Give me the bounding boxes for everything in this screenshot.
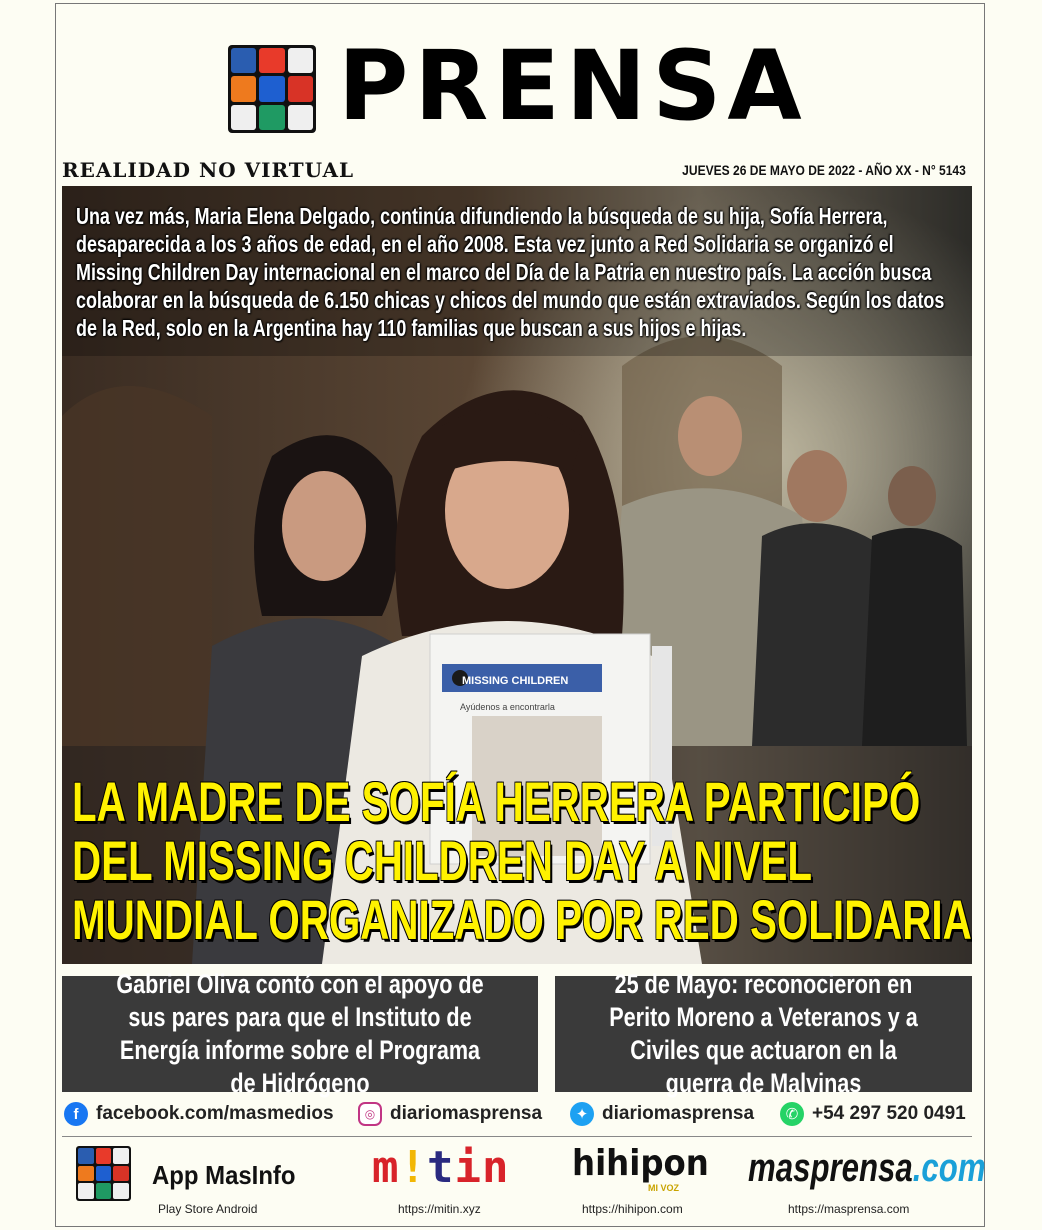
- story-box-left[interactable]: [62, 969, 538, 1098]
- mitin-logo-t: t: [427, 1142, 455, 1193]
- story-right-title: 25 de Mayo: reconocieron en Perito Moreno a Veteranos y a Civiles que actuaron en la guerra de Malvinas: [609, 969, 918, 1098]
- hero-lede: Una vez más, Maria Elena Delgado, continúa difundiendo la búsqueda de su hija, Sofía Herrera, desaparecida a los 3 años de edad, en el año 2008. Esta vez junto a Red Solidaria se organizó el Missing Children Day internacional en el marco del Día de la Patria en nuestro país. La acción busca colaborar en la búsqueda de 6.150 chicas y chicos del mundo que están extraviados. Según los datos de la Red, solo en la Argentina hay 110 familias que buscan a sus hijos e hijas.: [76, 203, 945, 341]
- whatsapp-link[interactable]: [780, 1102, 966, 1126]
- twitter-icon: ✦: [570, 1102, 594, 1126]
- masprensa-logo-tld: .com: [912, 1146, 986, 1190]
- facebook-handle: facebook.com/masmedios: [96, 1103, 334, 1124]
- mitin-logo[interactable]: [372, 1142, 510, 1193]
- instagram-link[interactable]: [358, 1102, 542, 1126]
- masthead-title: PRENSA: [338, 30, 808, 142]
- app-caption: Play Store Android: [158, 1202, 258, 1216]
- masprensa-logo-name: masprensa: [748, 1146, 913, 1190]
- flyer-title: MISSING CHILDREN: [462, 675, 569, 687]
- issue-dateline: JUEVES 26 DE MAYO DE 2022 - AÑO XX - N° 5143: [682, 162, 966, 178]
- flyer-subtitle: Ayúdenos a encontrarla: [460, 702, 555, 712]
- hihipon-url[interactable]: https://hihipon.com: [582, 1202, 683, 1216]
- instagram-handle: diariomasprensa: [390, 1103, 543, 1124]
- hihipon-logo[interactable]: hihipon: [572, 1143, 709, 1184]
- app-name[interactable]: App MasInfo: [152, 1160, 296, 1190]
- story-box-right[interactable]: [555, 969, 972, 1098]
- masprensa-logo[interactable]: [748, 1148, 986, 1188]
- masprensa-url[interactable]: https://masprensa.com: [788, 1202, 910, 1216]
- facebook-icon: f: [64, 1102, 88, 1126]
- twitter-link[interactable]: [570, 1102, 754, 1126]
- masinfo-app-icon[interactable]: [76, 1146, 131, 1201]
- instagram-icon: ◎: [358, 1102, 382, 1126]
- hero-photo: [62, 186, 972, 964]
- whatsapp-icon: ✆: [780, 1102, 804, 1126]
- story-left-title: Gabriel Oliva contó con el apoyo de sus pares para que el Instituto de Energía informe sobre el Programa de Hidrógeno: [116, 969, 484, 1098]
- masthead-tagline: REALIDAD NO VIRTUAL: [62, 158, 355, 182]
- footer-divider: [62, 1136, 972, 1137]
- prensa-logo-icon: [228, 45, 316, 133]
- mitin-logo-bang: !: [399, 1142, 427, 1193]
- hihipon-subtitle: MI VOZ: [648, 1183, 679, 1193]
- twitter-handle: diariomasprensa: [602, 1103, 755, 1124]
- mitin-logo-m: m: [372, 1142, 400, 1193]
- mitin-logo-in: in: [454, 1142, 510, 1193]
- facebook-link[interactable]: [64, 1102, 334, 1126]
- mitin-url[interactable]: https://mitin.xyz: [398, 1202, 481, 1216]
- hero-headline: LA MADRE DE SOFÍA HERRERA PARTICIPÓ DEL MISSING CHILDREN DAY A NIVEL MUNDIAL ORGANIZADO POR RED SOLIDARIA: [72, 770, 972, 951]
- whatsapp-number: +54 297 520 0491: [812, 1103, 966, 1124]
